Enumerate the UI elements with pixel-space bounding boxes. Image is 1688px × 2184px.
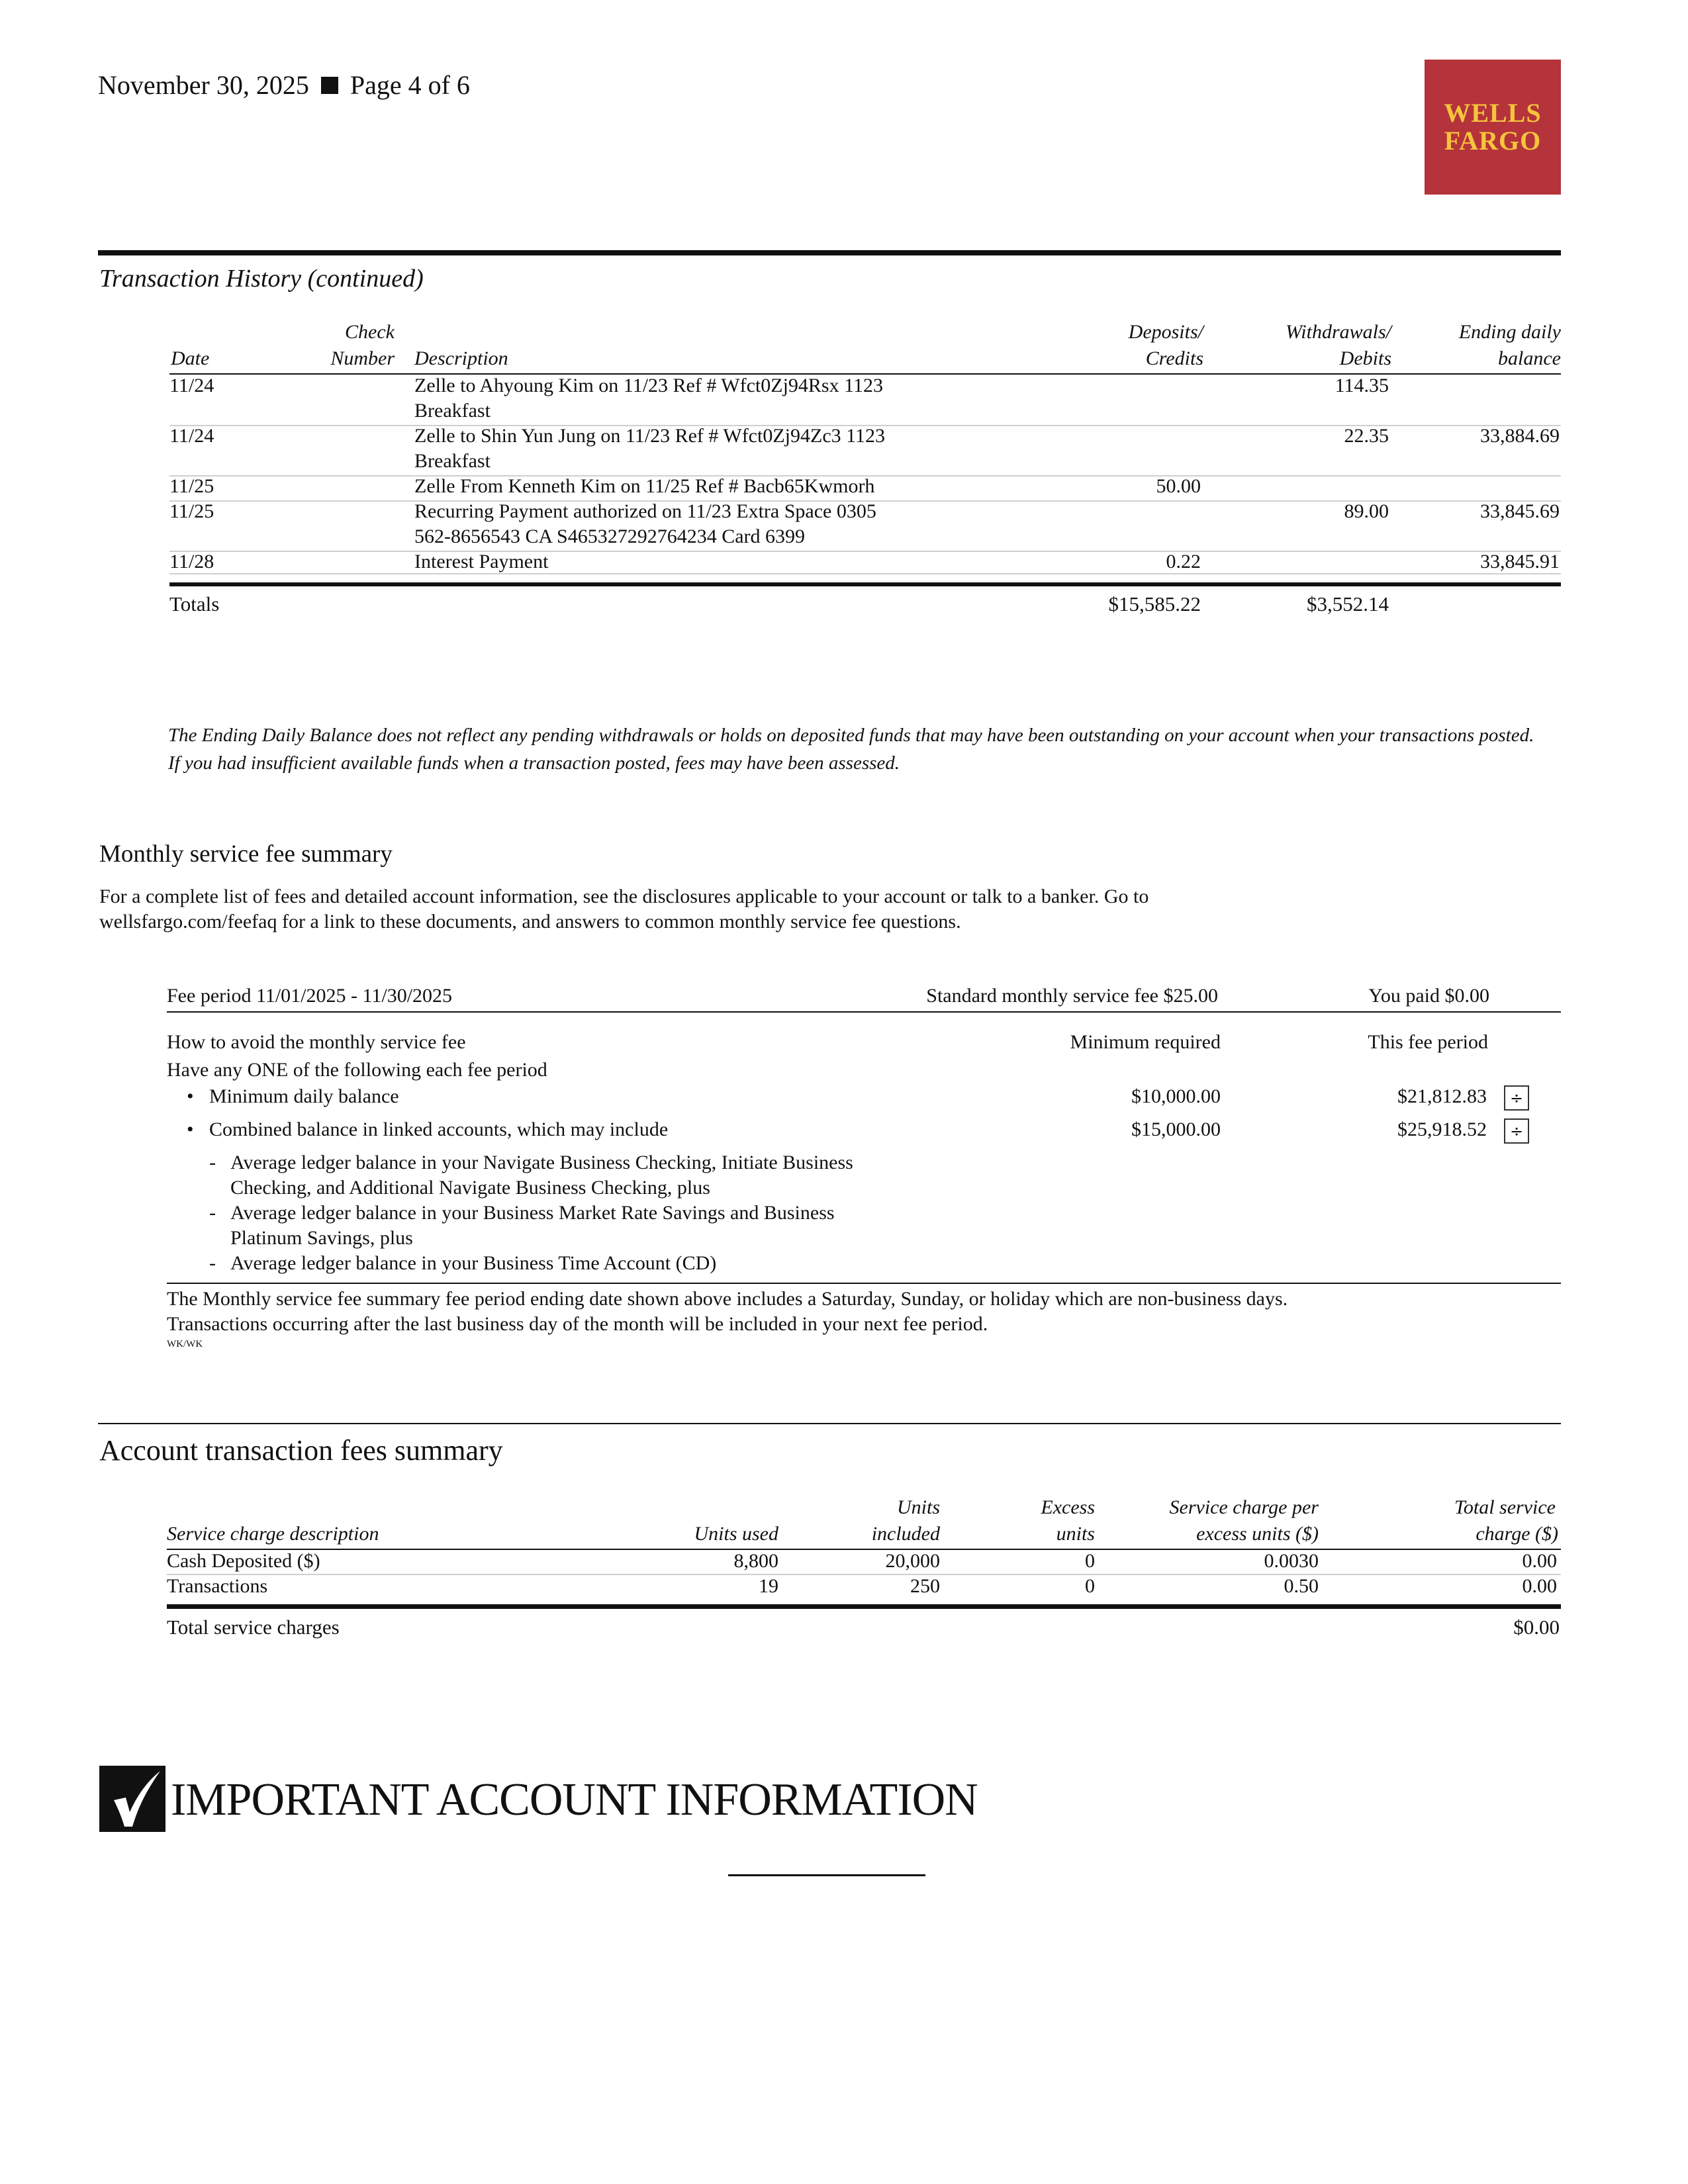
short-divider <box>728 1874 925 1876</box>
col-total-2: charge ($) <box>1476 1523 1558 1545</box>
row-balance: 33,845.91 <box>1480 551 1560 572</box>
total-service-charges-label: Total service charges <box>167 1615 340 1639</box>
sub-item-line-1: Average ledger balance in your Navigate Business Checking, Initiate Business <box>230 1152 853 1173</box>
col-units-included-2: included <box>871 1523 940 1545</box>
fee-footnote-1: The Monthly service fee summary fee period ending date shown above includes a Saturday, Sunday, or holiday which are non-business days. <box>167 1288 1288 1310</box>
fee-row-used: 19 <box>759 1575 778 1597</box>
statement-date: November 30, 2025 <box>98 70 309 100</box>
totals-deposits: $15,585.22 <box>1108 592 1201 615</box>
row-date: 11/25 <box>169 500 214 522</box>
sub-item-line-1: Average ledger balance in your Business Market Rate Savings and Business <box>230 1202 835 1224</box>
row-description: Zelle to Ahyoung Kim on 11/23 Ref # Wfct0Zj94Rsx 1123 <box>414 375 883 396</box>
important-info-title: IMPORTANT ACCOUNT INFORMATION <box>171 1774 978 1825</box>
col-balance-2: balance <box>1498 347 1561 369</box>
monthly-fee-title: Monthly service fee summary <box>99 841 393 868</box>
col-deposits-2: Credits <box>1145 347 1203 369</box>
fee-row-excess: 0 <box>1085 1550 1095 1572</box>
dash-icon: - <box>209 1152 216 1173</box>
fee-row-rate: 0.0030 <box>1264 1550 1319 1572</box>
bullet-icon: • <box>187 1085 194 1107</box>
separator-square-icon <box>321 77 338 94</box>
fee-row-included: 20,000 <box>885 1550 940 1572</box>
fee-row-included: 250 <box>910 1575 940 1597</box>
standard-fee: Standard monthly service fee $25.00 <box>926 985 1218 1007</box>
col-description: Description <box>414 347 508 369</box>
page-number: Page 4 of 6 <box>350 70 470 100</box>
monthly-fee-intro: For a complete list of fees and detailed account information, see the disclosures applicable to your account or talk to a banker. Go to wellsfargo.com/feefaq for a link to these documents, and answers to common monthly service fee questions. <box>99 886 1149 933</box>
col-service-description: Service charge description <box>167 1523 379 1545</box>
this-period-header: This fee period <box>1368 1031 1488 1053</box>
totals-rule <box>169 582 1561 586</box>
how-to-avoid: How to avoid the monthly service fee <box>167 1031 466 1053</box>
fee-row-total: 0.00 <box>1522 1550 1557 1572</box>
col-check-2: Number <box>330 347 395 369</box>
fee-row-desc: Transactions <box>167 1575 268 1597</box>
row-withdrawal: 22.35 <box>1344 425 1389 447</box>
ending-balance-note: The Ending Daily Balance does not reflect any pending withdrawals or holds on deposited funds that may have been outstanding on your account when your transactions posted. If you had insufficient available funds when a transaction posted, fees may have been assessed. <box>168 725 1534 774</box>
requirement-met-icon: ÷ <box>1504 1085 1529 1111</box>
row-description: Recurring Payment authorized on 11/23 Extra Space 0305 <box>414 500 876 522</box>
row-deposit: 50.00 <box>1156 475 1201 497</box>
sub-item-line-2: Checking, and Additional Navigate Business Checking, plus <box>230 1177 710 1199</box>
item-label: Combined balance in linked accounts, which may include <box>209 1118 669 1140</box>
col-balance-1: Ending daily <box>1458 321 1561 343</box>
col-withdrawals-2: Debits <box>1339 347 1391 369</box>
dash-icon: - <box>209 1202 216 1224</box>
transaction-history-title: Transaction History (continued) <box>99 265 424 293</box>
row-balance: 33,884.69 <box>1480 425 1560 447</box>
totals-label: Totals <box>169 592 220 615</box>
col-withdrawals-1: Withdrawals/ <box>1285 321 1391 343</box>
col-total-1: Total service <box>1454 1496 1556 1518</box>
fee-row-total: 0.00 <box>1522 1575 1557 1597</box>
fee-row-used: 8,800 <box>733 1550 778 1572</box>
sub-item-line-2: Platinum Savings, plus <box>230 1227 413 1249</box>
wells-fargo-logo <box>1425 60 1561 195</box>
row-description: Zelle From Kenneth Kim on 11/25 Ref # Bacb65Kwmorh <box>414 475 875 497</box>
checkmark-icon <box>99 1766 165 1832</box>
item-actual: $25,918.52 <box>1397 1118 1487 1140</box>
item-required: $10,000.00 <box>1131 1085 1221 1107</box>
row-deposit: 0.22 <box>1166 551 1201 572</box>
logo-line-2: FARGO <box>1444 126 1542 156</box>
min-required-header: Minimum required <box>1070 1031 1221 1053</box>
section-divider <box>98 250 1561 255</box>
fee-row-desc: Cash Deposited ($) <box>167 1550 320 1572</box>
fees-total-rule <box>167 1604 1561 1609</box>
col-excess-units-2: units <box>1056 1523 1095 1545</box>
fee-period: Fee period 11/01/2025 - 11/30/2025 <box>167 985 453 1007</box>
item-label: Minimum daily balance <box>209 1085 399 1107</box>
transaction-fees-title: Account transaction fees summary <box>99 1434 503 1467</box>
fee-footnote-2: Transactions occurring after the last business day of the month will be included in your next fee period. <box>167 1313 988 1335</box>
fee-row-excess: 0 <box>1085 1575 1095 1597</box>
col-rate-1: Service charge per <box>1169 1496 1319 1518</box>
col-date: Date <box>171 347 210 369</box>
col-check-1: Check <box>345 321 395 343</box>
row-description-2: 562-8656543 CA S465327292764234 Card 6399 <box>414 525 806 547</box>
col-rate-2: excess units ($) <box>1196 1523 1319 1545</box>
item-required: $15,000.00 <box>1131 1118 1221 1140</box>
dash-icon: - <box>209 1252 216 1274</box>
row-date: 11/24 <box>169 425 214 447</box>
have-any-one: Have any ONE of the following each fee period <box>167 1059 547 1081</box>
statement-header <box>98 69 470 102</box>
row-withdrawal: 114.35 <box>1335 375 1389 396</box>
row-description: Zelle to Shin Yun Jung on 11/23 Ref # Wfct0Zj94Zc3 1123 <box>414 425 886 447</box>
fee-code: WK/WK <box>167 1339 203 1349</box>
fee-footer-rule <box>167 1283 1561 1284</box>
row-divider <box>169 551 1561 552</box>
row-date: 11/24 <box>169 375 214 396</box>
item-actual: $21,812.83 <box>1397 1085 1487 1107</box>
you-paid: You paid $0.00 <box>1368 985 1489 1007</box>
row-description: Interest Payment <box>414 551 549 572</box>
total-service-charges-value: $0.00 <box>1513 1615 1560 1639</box>
section-divider <box>98 1423 1561 1424</box>
requirement-met-icon: ÷ <box>1504 1118 1529 1144</box>
sub-item-line-1: Average ledger balance in your Business Time Account (CD) <box>230 1252 717 1274</box>
row-date: 11/25 <box>169 475 214 497</box>
col-units-used: Units used <box>694 1523 778 1545</box>
row-description-2: Breakfast <box>414 450 491 472</box>
row-date: 11/28 <box>169 551 214 572</box>
totals-withdrawals: $3,552.14 <box>1307 592 1389 615</box>
fee-header-rule <box>167 1011 1561 1013</box>
col-units-included-1: Units <box>896 1496 940 1518</box>
col-deposits-1: Deposits/ <box>1128 321 1203 343</box>
fee-row-rate: 0.50 <box>1284 1575 1319 1597</box>
bullet-icon: • <box>187 1118 194 1140</box>
row-description-2: Breakfast <box>414 400 491 422</box>
row-withdrawal: 89.00 <box>1344 500 1389 522</box>
row-divider <box>169 573 1561 574</box>
col-excess-units-1: Excess <box>1041 1496 1095 1518</box>
logo-line-1: WELLS <box>1444 98 1542 128</box>
row-balance: 33,845.69 <box>1480 500 1560 522</box>
